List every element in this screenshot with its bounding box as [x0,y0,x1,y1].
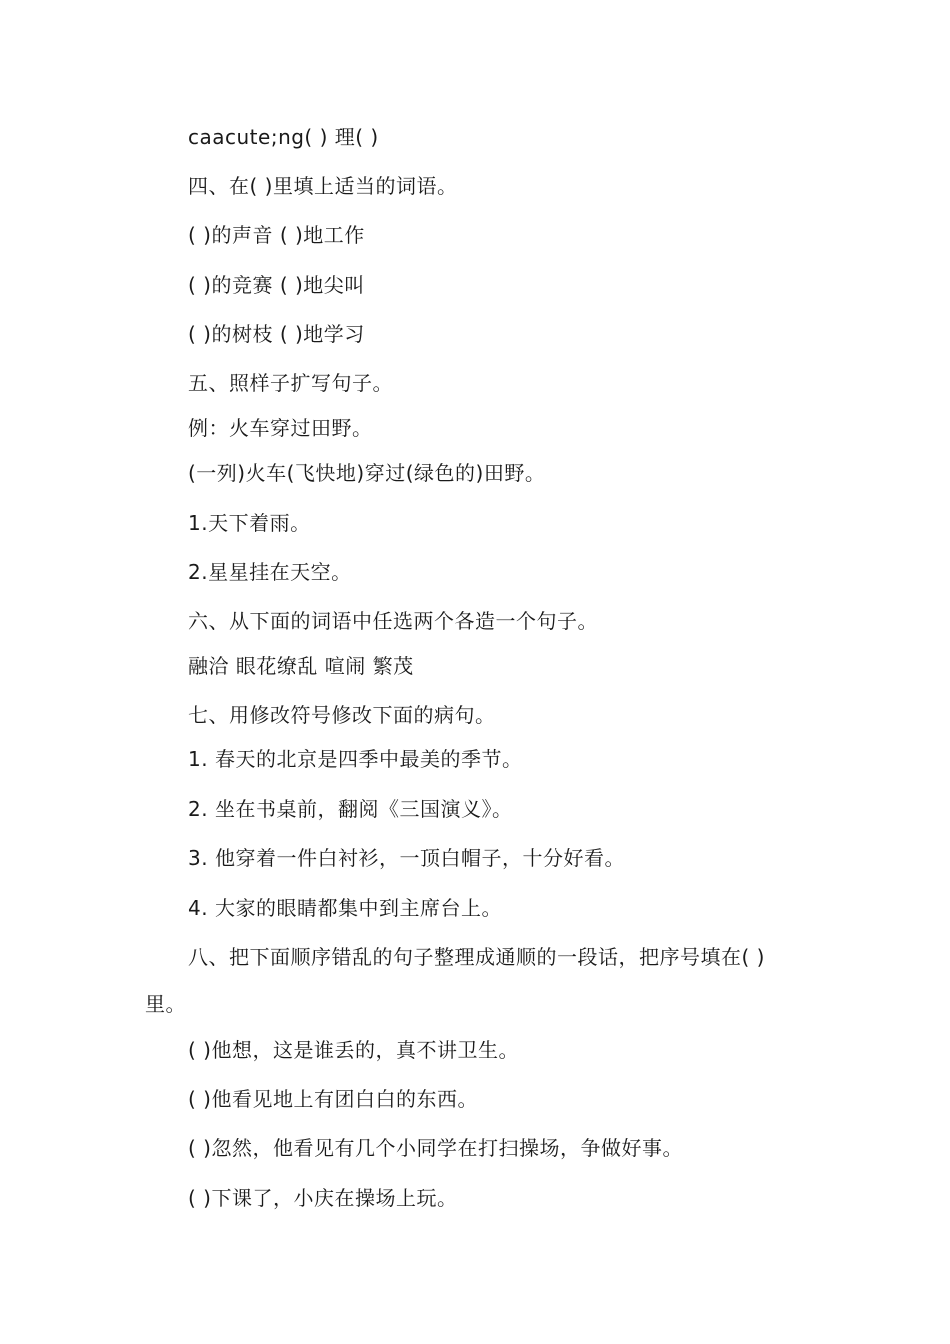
text-line: 1.天下着雨。 [188,511,311,535]
text-line: (一列)火车(飞快地)穿过(绿色的)田野。 [188,461,546,485]
text-line: 例：火车穿过田野。 [188,416,373,440]
text-line: ( )的树枝 ( )地学习 [188,322,365,346]
text-line: ( )他想，这是谁丢的，真不讲卫生。 [188,1038,519,1062]
text-line: 1. 春天的北京是四季中最美的季节。 [188,747,523,771]
text-line: ( )的声音 ( )地工作 [188,223,365,247]
text-line: caacute;ng( ) 理( ) [188,125,379,149]
section-heading: 五、照样子扩写句子。 [188,371,393,395]
section-heading: 六、从下面的词语中任选两个各造一个句子。 [188,609,598,633]
text-line: ( )他看见地上有团白白的东西。 [188,1087,478,1111]
text-line: 里。 [145,992,186,1016]
text-line: ( )的竞赛 ( )地尖叫 [188,273,365,297]
text-line: 3. 他穿着一件白衬衫，一顶白帽子，十分好看。 [188,846,625,870]
section-heading: 八、把下面顺序错乱的句子整理成通顺的一段话，把序号填在( ) [188,945,765,969]
text-line: 2. 坐在书桌前，翻阅《三国演义》。 [188,797,513,821]
text-line: ( )忽然，他看见有几个小同学在打扫操场，争做好事。 [188,1136,683,1160]
text-line: 4. 大家的眼睛都集中到主席台上。 [188,896,502,920]
section-heading: 四、在( )里填上适当的词语。 [188,174,458,198]
text-line: 融洽 眼花缭乱 喧闹 繁茂 [188,654,414,678]
section-heading: 七、用修改符号修改下面的病句。 [188,703,496,727]
text-line: ( )下课了，小庆在操场上玩。 [188,1186,458,1210]
text-line: 2.星星挂在天空。 [188,560,352,584]
